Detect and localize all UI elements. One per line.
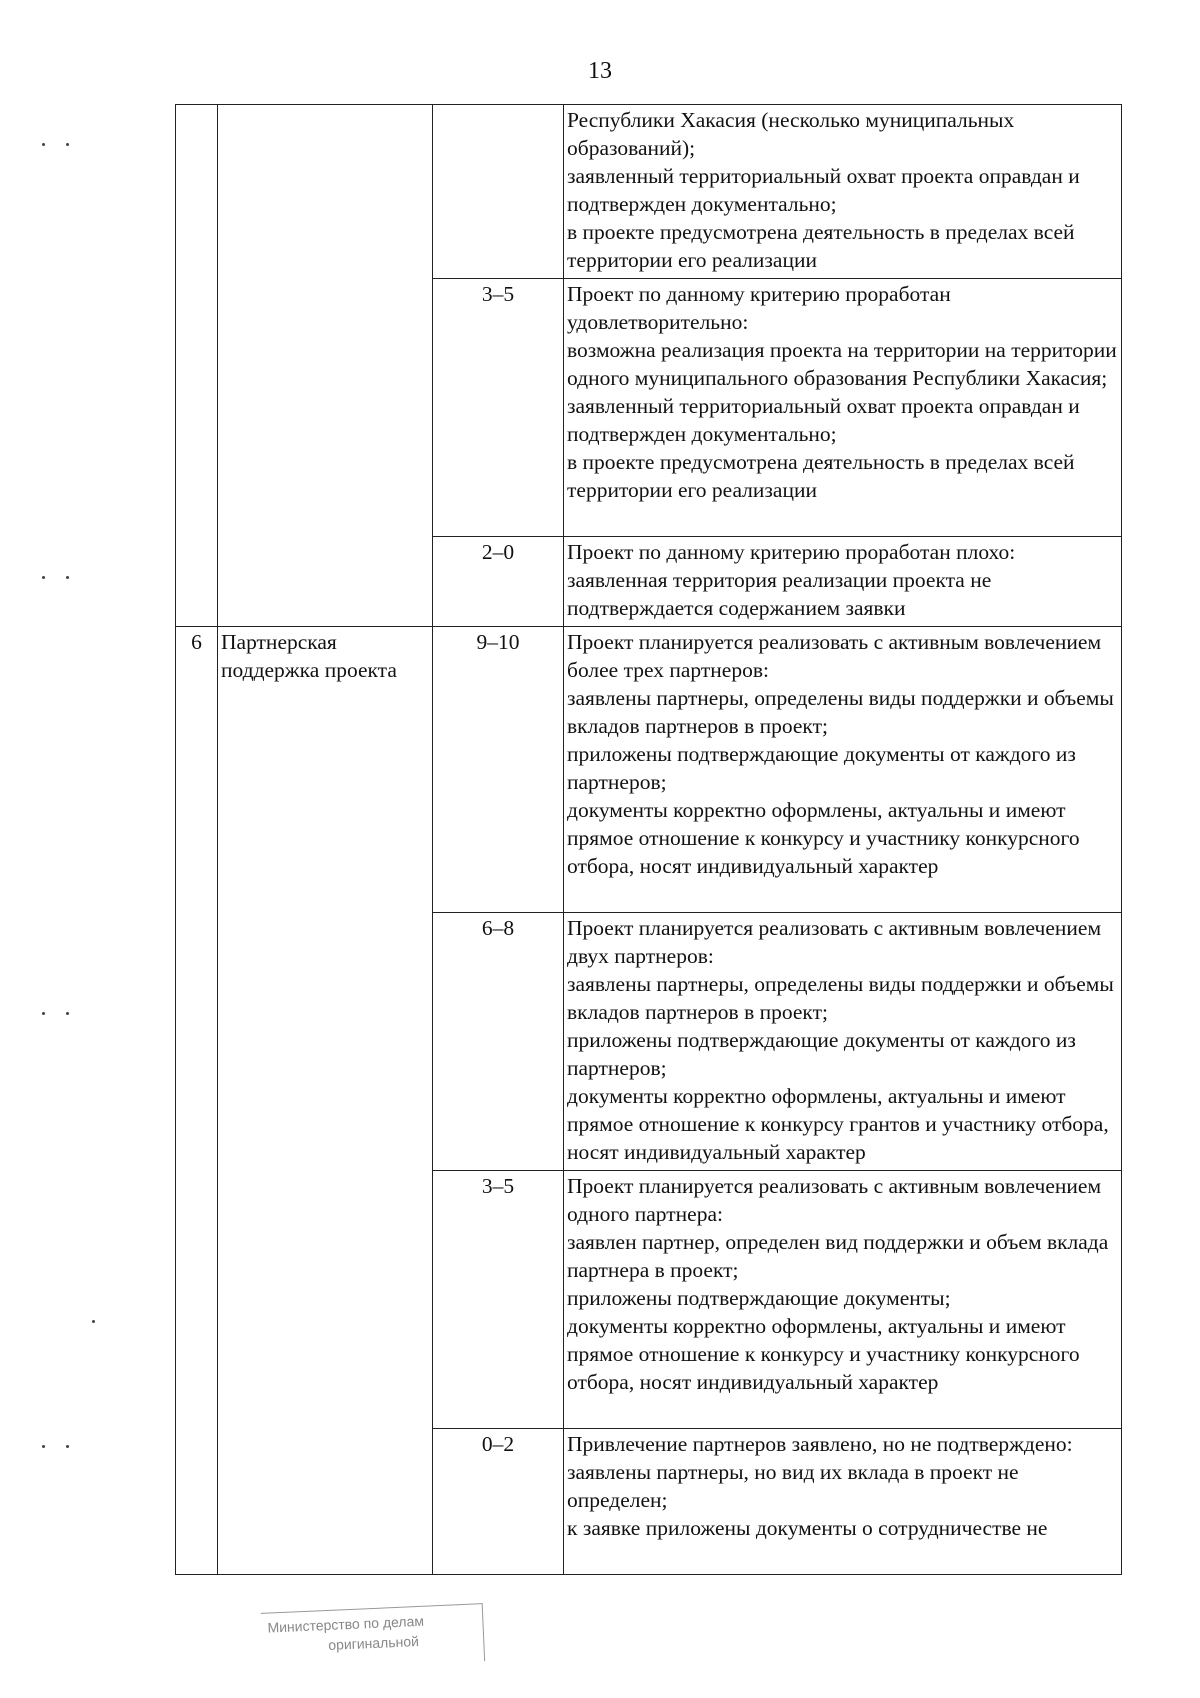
criterion-name: Партнерская поддержка проекта: [218, 627, 433, 1575]
description-text: Проект по данному критерию проработан плохо: заявленная территория реализации проекта не подтверждается содержанием заявки: [567, 540, 1016, 620]
score-description: [564, 105, 1122, 279]
score-range: 3–5: [433, 279, 564, 537]
description-text: Привлечение партнеров заявлено, но не подтверждено: заявлены партнеры, но вид их вклада в проект не определен; к заявке приложены документы о сотрудничестве не: [567, 1432, 1073, 1540]
table-row: [176, 627, 1122, 913]
score-range: 3–5: [433, 1171, 564, 1429]
ministry-stamp: [261, 1603, 485, 1671]
criteria-table: [175, 104, 1122, 1575]
description-text: Проект планируется реализовать с активным вовлечением более трех партнеров: заявлены партнеры, определены виды поддержки и объемы вкладов партнеров в проект; приложены подтверждающие документы от каждого из партнеров; документы корректно оформлены, актуальны и имеют прямое отношение к конкурсу и участнику конкурсного отбора, носят индивидуальный характер: [567, 630, 1114, 878]
description-text: Республики Хакасия (несколько муниципальных образований); заявленный территориальный охват проекта оправдан и подтвержден документально; в проекте предусмотрена деятельность в пределах всей территории его реализации: [567, 108, 1080, 272]
description-text: Проект планируется реализовать с активным вовлечением двух партнеров: заявлены партнеры, определены виды поддержки и объемы вкладов партнеров в проект; приложены подтверждающие документы от каждого из партнеров; документы корректно оформлены, актуальны и имеют прямое отношение к конкурсу грантов и участнику отбора, носят индивидуальный характер: [567, 916, 1114, 1164]
score-description: [564, 913, 1122, 1171]
score-description: [564, 537, 1122, 627]
score-range: 0–2: [433, 1429, 564, 1575]
stamp-line-1: Министерство по делам: [267, 1612, 425, 1636]
score-description: [564, 627, 1122, 913]
criterion-name: [218, 105, 433, 627]
score-description: [564, 279, 1122, 537]
stamp-line-2: оригинальной: [327, 1633, 420, 1653]
score-description: [564, 1171, 1122, 1429]
description-text: Проект по данному критерию проработан удовлетворительно: возможна реализация проекта на территории на территории одного муниципального образования Республики Хакасия; заявленный территориальный охват проекта оправдан и подтвержден документально; в проекте предусмотрена деятельность в пределах всей территории его реализации: [567, 282, 1117, 502]
score-range: [433, 105, 564, 279]
criterion-number: [176, 105, 218, 627]
score-range: 6–8: [433, 913, 564, 1171]
description-text: Проект планируется реализовать с активным вовлечением одного партнера: заявлен партнер, определен вид поддержки и объем вклада партнера в проект; приложены подтверждающие документы; документы корректно оформлены, актуальны и имеют прямое отношение к конкурсу и участнику конкурсного отбора, носят индивидуальный характер: [567, 1174, 1109, 1394]
score-range: 9–10: [433, 627, 564, 913]
table-row: [176, 105, 1122, 279]
score-description: [564, 1429, 1122, 1575]
page-number: 13: [588, 58, 612, 84]
criterion-number: 6: [176, 627, 218, 1575]
score-range: 2–0: [433, 537, 564, 627]
